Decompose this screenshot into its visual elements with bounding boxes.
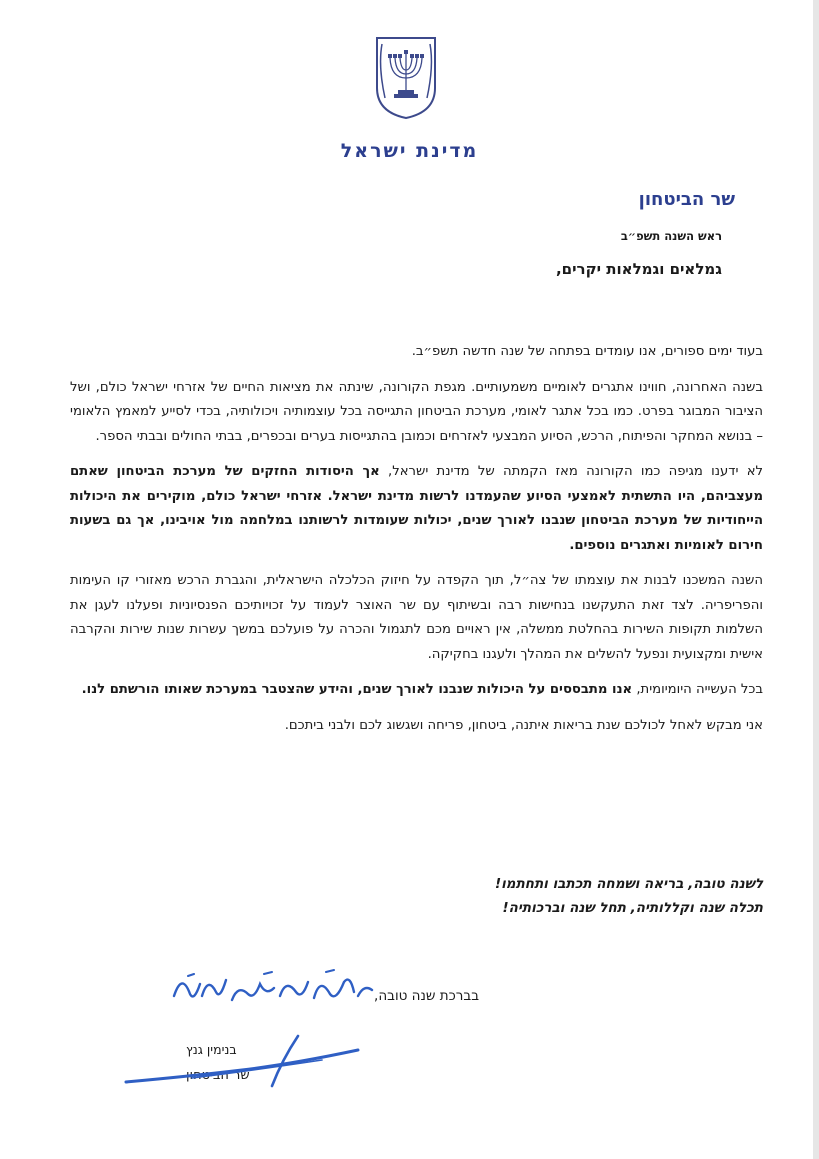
body-paragraph (70, 376, 763, 450)
letter-body (70, 340, 763, 749)
signature-scrawl (122, 1030, 362, 1092)
closing-line-1: לשנה טובה, בריאה ושמחה תכתבו ותחתמו! (495, 876, 763, 892)
signature-blessing: בברכת שנה טובה, (374, 988, 479, 1004)
body-paragraph (70, 569, 763, 667)
letterhead-minister-title: שר הביטחון (638, 189, 735, 210)
handwritten-signature-text (168, 966, 378, 1016)
text-run: בכל העשייה היומיומית, (632, 682, 763, 697)
body-paragraph (70, 460, 763, 558)
body-paragraph (70, 340, 763, 365)
letterhead-country: מדינת ישראל (340, 140, 479, 162)
text-run: השנה המשכנו לבנות את עוצמתו של צה״ל, תוך הקפדה על חיזוק הכלכלה הישראלית, והגברת הרכש מאזורי קו העימות והפריפריה. לצד זאת התעקשנו בנחישות רבה ובשיתוף עם שר האוצר לעמוד על זכויותיכם הפנסיוניות ופעלנו לעגן את השלמות תקופות השירות בהחלטת ממשלה, אין ראויים מכם לתגמול והכרה על פועלכם במשך עשרות שנות שירות והקרבה אישית ומקצועית ונפעל להשלים את המהלך ולעגנו בחקיקה. (70, 573, 763, 662)
signatory-name: בנימין גנץ (186, 1042, 237, 1057)
closing-wishes (495, 872, 763, 920)
letter-date: ראש השנה תשפ״ב (620, 229, 722, 243)
page-edge-shadow (813, 0, 819, 1159)
text-run: בעוד ימים ספורים, אנו עומדים בפתחה של שנה חדשה תשפ״ב. (411, 344, 763, 359)
text-run: לא ידענו מגיפה כמו הקורונה מאז הקמתה של מדינת ישראל, (379, 464, 763, 479)
state-emblem-menorah-icon (373, 36, 439, 120)
closing-line-2: תכלה שנה וקללותיה, תחל שנה וברכותיה! (502, 900, 763, 916)
text-run: אני מבקש לאחל לכולכם שנת בריאות איתנה, ביטחון, פריחה ושגשוג לכם ולבני ביתכם. (284, 717, 763, 733)
bold-text-run: אזרחי ישראל כולם, מוקירים את היכולות הייחודיות של מערכת הביטחון שנבנו לאורך שנים, יכולות שעומדות לרשותנו במלחמה מול אויבינו, אך גם בשעות חירום לאומיות ואתגרים נוספים. (70, 488, 763, 553)
text-run: בשנה האחרונה, חווינו אתגרים לאומיים משמעותיים. מגפת הקורונה, שינתה את מציאות החיים של אזרחי ישראל כולם, ושל הציבור המבוגר בפרט. כמו בכל אתגר לאומי, מערכת הביטחון התגייסה בכל עוצמותיה ויכולותיה, בכדי לסייע למאמץ הלאומי – בנושא המחקר והפיתוח, הרכש, הסיוע המבצעי לאזרחים וכמובן בהתגייסות בערים ובכפרים, בבתי החולים ובבתי הספר. (70, 379, 763, 444)
body-paragraph (70, 714, 763, 739)
salutation: גמלאים וגמלאות יקרים, (555, 260, 722, 278)
signatory-title: שר הביטחון (186, 1068, 250, 1083)
bold-text-run: אך היסודות החזקים של מערכת הביטחון שאתם מעצביהם, היו התשתית לאמצעי הסיוע שהעמדנו לרשות מדינת ישראל. (70, 464, 763, 504)
bold-text-run: אנו מתבססים על היכולות שנבנו לאורך שנים, והידע שהצטבר במערכת שאותו הורשתם לנו. (81, 682, 633, 697)
body-paragraph (70, 678, 763, 703)
